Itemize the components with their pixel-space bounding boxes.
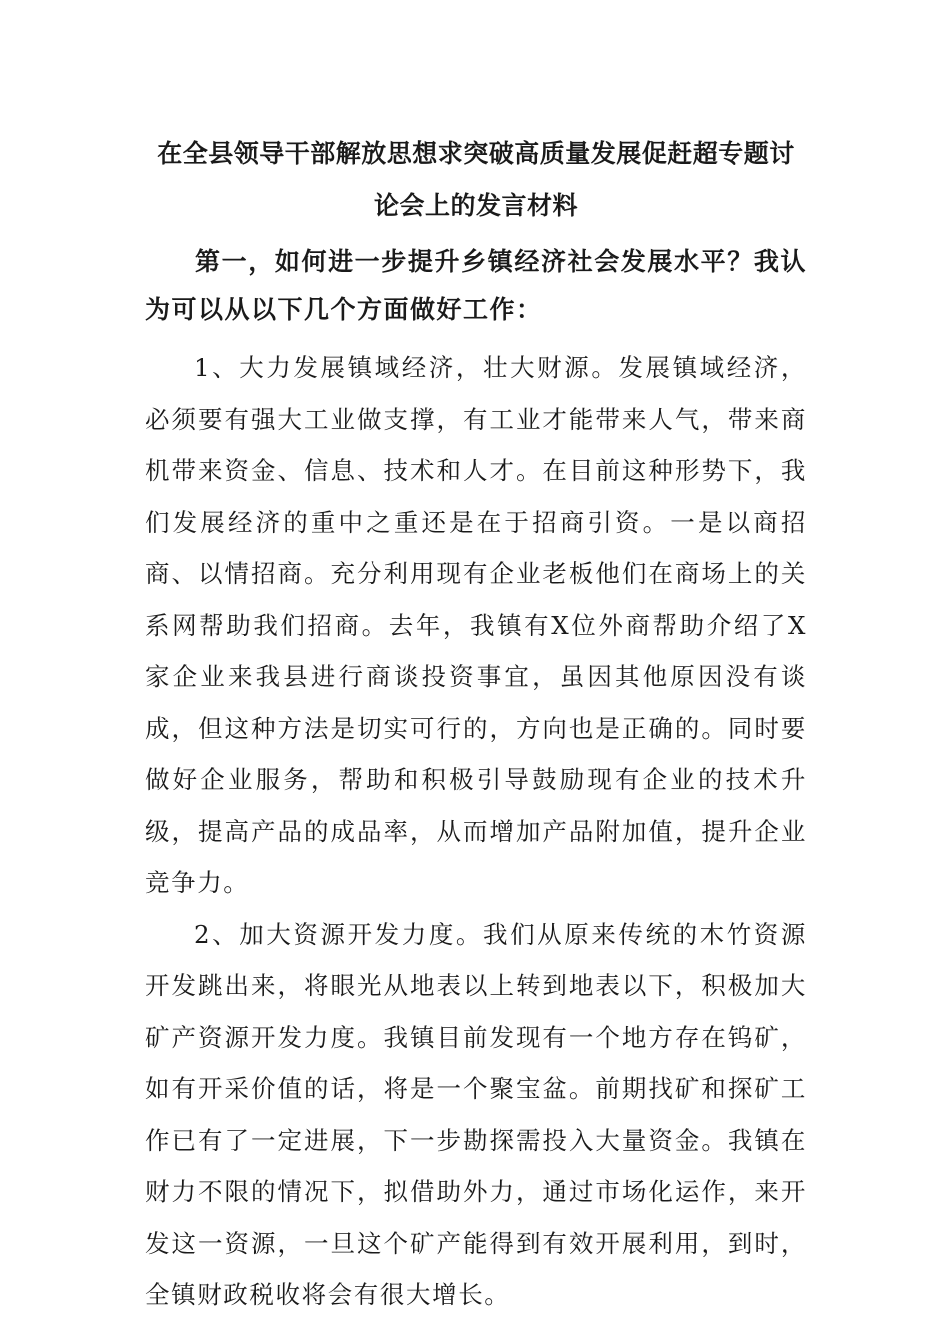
paragraph-2: 2、加大资源开发力度。我们从原来传统的木竹资源开发跳出来，将眼光从地表以上转到地表以下，积极加大矿产资源开发力度。我镇目前发现有一个地方存在钨矿，如有开采价值的话，将是一个聚宝盆。前期找矿和探矿工作已有了一定进展，下一步勘探需投入大量资金。我镇在财力不限的情况下，拟借助外力，通过市场化运作，来开发这一资源，一旦这个矿产能得到有效开展利用，到时，全镇财政税收将会有很大增长。 <box>145 919 807 1309</box>
section-heading: 第一，如何进一步提升乡镇经济社会发展水平？我认为可以从以下几个方面做好工作： <box>145 247 807 324</box>
paragraph-1: 1、大力发展镇域经济，壮大财源。发展镇域经济，必须要有强大工业做支撑，有工业才能带来人气，带来商机带来资金、信息、技术和人才。在目前这种形势下，我们发展经济的重中之重还是在于招商引资。一是以商招商、以情招商。充分利用现有企业老板他们在商场上的关系网帮助我们招商。去年，我镇有X位外商帮助介绍了X家企业来我县进行商谈投资事宜，虽因其他原因没有谈成，但这种方法是切实可行的，方向也是正确的。同时要做好企业服务，帮助和积极引导鼓励现有企业的技术升级，提高产品的成品率，从而增加产品附加值，提升企业竞争力。 <box>145 353 807 897</box>
document-title: 在全县领导干部解放思想求突破高质量发展促赶超专题讨论会上的发言材料 <box>157 139 795 220</box>
document-body <box>145 128 807 1321</box>
